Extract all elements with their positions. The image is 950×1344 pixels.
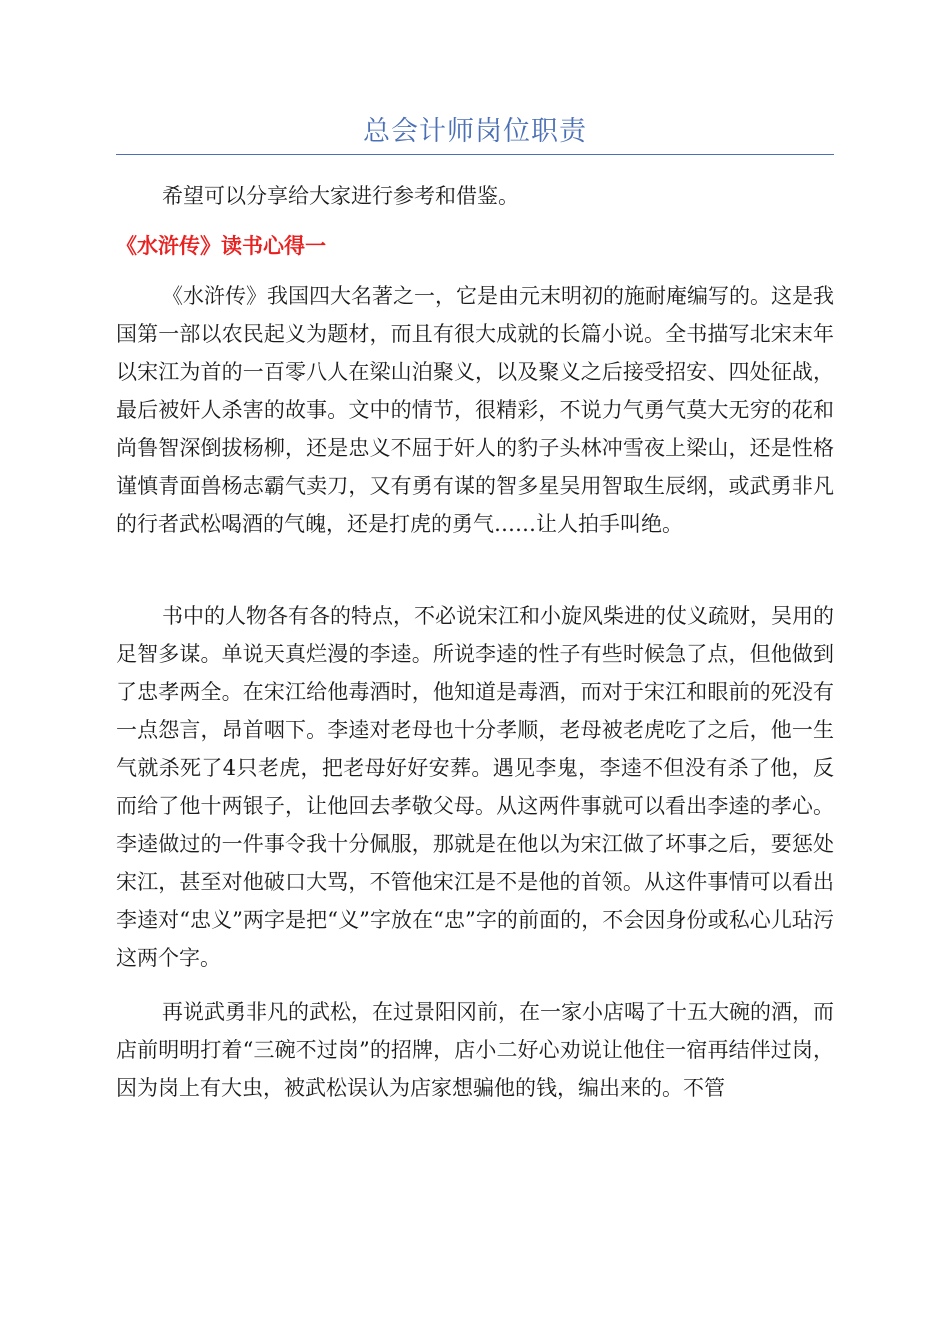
section-heading: 《水浒传》读书心得一 <box>116 234 326 258</box>
paragraph: 《水浒传》我国四大名著之一，它是由元末明初的施耐庵编写的。这是我国第一部以农民起义为题材，而且有很大成就的长篇小说。全书描写北宋末年以宋江为首的一百零八人在梁山泊聚义，以及聚义之后接受招安、四处征战，最后被奸人杀害的故事。文中的情节，很精彩，不说力气勇气莫大无穷的花和尚鲁智深倒拔杨柳，还是忠义不屈于奸人的豹子头林冲雪夜上梁山，还是性格谨慎青面兽杨志霸气卖刀，又有勇有谋的智多星吴用智取生辰纲，或武勇非凡的行者武松喝酒的气魄，还是打虎的勇气……让人拍手叫绝。 <box>116 284 834 536</box>
title-divider <box>116 154 834 155</box>
page-title: 总会计师岗位职责 <box>363 116 587 147</box>
paragraph: 再说武勇非凡的武松，在过景阳冈前，在一家小店喝了十五大碗的酒，而店前明明打着“三碗不过岗”的招牌，店小二好心劝说让他住一宿再结伴过岗，因为岗上有大虫，被武松误认为店家想骗他的钱，编出来的。不管 <box>116 1000 834 1100</box>
paragraph: 书中的人物各有各的特点，不必说宋江和小旋风柴进的仗义疏财，吴用的足智多谋。单说天真烂漫的李逵。所说李逵的性子有些时候急了点，但他做到了忠孝两全。在宋江给他毒酒时，他知道是毒酒，而对于宋江和眼前的死没有一点怨言，昂首咽下。李逵对老母也十分孝顺，老母被老虎吃了之后，他一生气就杀死了4只老虎，把老母好好安葬。遇见李鬼，李逵不但没有杀了他，反而给了他十两银子，让他回去孝敬父母。从这两件事就可以看出李逵的孝心。李逵做过的一件事令我十分佩服，那就是在他以为宋江做了坏事之后，要惩处宋江，甚至对他破口大骂，不管他宋江是不是他的首领。从这件事情可以看出李逵对“忠义”两字是把“义”字放在“忠”字的前面的，不会因身份或私心儿玷污这两个字。 <box>116 604 834 970</box>
intro-text: 希望可以分享给大家进行参考和借鉴。 <box>162 184 519 208</box>
